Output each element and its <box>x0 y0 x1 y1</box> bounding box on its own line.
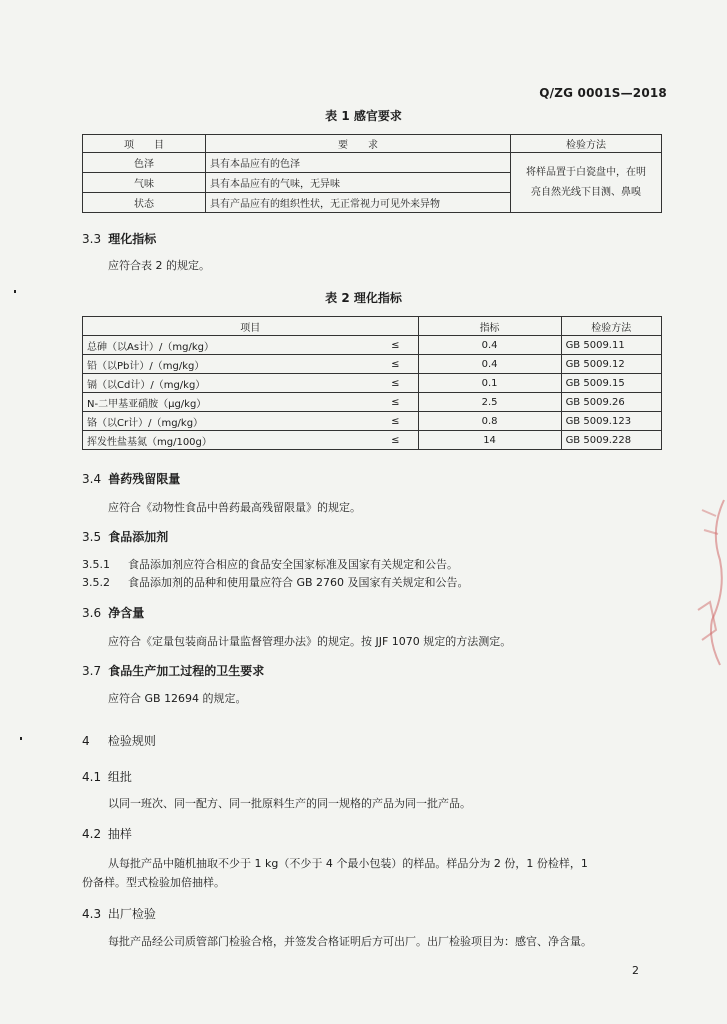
cell-value: 0.4 <box>418 355 561 374</box>
section-number: 3.6 <box>82 606 102 620</box>
section-title: 食品添加剂 <box>108 530 169 544</box>
method-line: 亮自然光线下目测、鼻嗅 <box>531 186 641 198</box>
section-number: 4.3 <box>82 907 102 921</box>
cell-requirement: 具有本品应有的色泽 <box>206 153 511 173</box>
table-physicochemical <box>82 316 662 450</box>
section-title: 出厂检验 <box>107 907 156 921</box>
section-heading-4 <box>82 732 156 749</box>
clause-3-5-1 <box>82 557 458 573</box>
section-number: 3.3 <box>82 232 102 246</box>
column-header: 检验方法 <box>511 135 662 153</box>
section-number: 4 <box>82 734 90 748</box>
method-line: 将样品置于白瓷盘中，在明 <box>526 166 646 178</box>
paragraph: 应符合《动物性食品中兽药最高残留限量》的规定。 <box>108 501 361 514</box>
column-header: 项目 <box>83 317 419 336</box>
section-title: 食品生产加工过程的卫生要求 <box>108 664 265 678</box>
table-row <box>83 412 662 431</box>
column-header: 检验方法 <box>561 317 661 336</box>
cell-method: GB 5009.15 <box>561 374 661 393</box>
cell-value: 14 <box>418 431 561 450</box>
table-row <box>83 374 662 393</box>
section-number: 4.1 <box>82 770 102 784</box>
section-number: 3.7 <box>82 664 102 678</box>
section-heading-4-1 <box>82 768 132 785</box>
cell-value: 0.8 <box>418 412 561 431</box>
paragraph: 应符合 GB 12694 的规定。 <box>108 692 247 705</box>
section-heading-3-3 <box>82 230 156 247</box>
section-title: 兽药残留限量 <box>108 472 181 486</box>
paragraph: 以同一班次、同一配方、同一批原料生产的同一规格的产品为同一批产品。 <box>108 797 471 810</box>
table-row <box>83 153 662 173</box>
cell-method <box>511 153 662 213</box>
clause-3-5-2 <box>82 575 469 591</box>
cell-operator: ≤ <box>356 412 418 431</box>
cell-item: 总砷（以As计）/（mg/kg） <box>83 336 356 355</box>
cell-operator: ≤ <box>356 431 418 450</box>
cell-value: 0.4 <box>418 336 561 355</box>
stamp-seal-fragment <box>690 490 727 670</box>
table-row <box>83 355 662 374</box>
table-header-row <box>83 317 662 336</box>
section-heading-3-7 <box>82 662 264 679</box>
cell-item: 色泽 <box>83 153 206 173</box>
cell-method: GB 5009.123 <box>561 412 661 431</box>
cell-item: 挥发性盐基氮（mg/100g） <box>83 431 356 450</box>
cell-item: 气味 <box>83 173 206 193</box>
section-heading-4-2 <box>82 825 132 842</box>
cell-method: GB 5009.11 <box>561 336 661 355</box>
section-heading-3-5 <box>82 528 168 545</box>
section-heading-3-4 <box>82 470 180 487</box>
table-header-row <box>83 135 662 153</box>
section-heading-4-3 <box>82 905 156 922</box>
cell-method: GB 5009.12 <box>561 355 661 374</box>
clause-text: 食品添加剂的品种和使用量应符合 GB 2760 及国家有关规定和公告。 <box>128 576 469 589</box>
cell-operator: ≤ <box>356 355 418 374</box>
cell-operator: ≤ <box>356 374 418 393</box>
section-title: 组批 <box>107 770 132 784</box>
cell-item: N-二甲基亚硝胺（μg/kg） <box>83 393 356 412</box>
section-number: 3.5 <box>82 530 102 544</box>
paragraph: 每批产品经公司质管部门检验合格，并签发合格证明后方可出厂。出厂检验项目为：感官、净含量。 <box>108 935 592 948</box>
section-title: 净含量 <box>108 606 145 620</box>
table-row <box>83 431 662 450</box>
section-title: 理化指标 <box>108 232 157 246</box>
document-code: Q/ZG 0001S—2018 <box>539 86 667 100</box>
table-sensory-requirements <box>82 134 662 213</box>
clause-number: 3.5.2 <box>82 576 110 589</box>
column-header: 项 目 <box>83 135 206 153</box>
cell-value: 0.1 <box>418 374 561 393</box>
clause-number: 3.5.1 <box>82 558 110 571</box>
cell-item: 铬（以Cr计）/（mg/kg） <box>83 412 356 431</box>
paragraph: 应符合《定量包装商品计量监督管理办法》的规定。按 JJF 1070 规定的方法测定。 <box>108 635 512 648</box>
cell-method: GB 5009.228 <box>561 431 661 450</box>
table1-caption: 表 1 感官要求 <box>325 109 402 123</box>
table2-caption: 表 2 理化指标 <box>325 291 402 305</box>
cell-value: 2.5 <box>418 393 561 412</box>
clause-text: 食品添加剂应符合相应的食品安全国家标准及国家有关规定和公告。 <box>128 558 458 571</box>
page-number: 2 <box>632 964 639 977</box>
cell-requirement: 具有本品应有的气味，无异味 <box>206 173 511 193</box>
column-header: 指标 <box>418 317 561 336</box>
section-title: 抽样 <box>107 827 132 841</box>
cell-requirement: 具有产品应有的组织性状，无正常视力可见外来异物 <box>206 193 511 213</box>
scan-speck <box>20 737 22 740</box>
table-row <box>83 336 662 355</box>
cell-method: GB 5009.26 <box>561 393 661 412</box>
section-number: 3.4 <box>82 472 102 486</box>
cell-operator: ≤ <box>356 336 418 355</box>
paragraph-line: 份备样。型式检验加倍抽样。 <box>82 876 225 889</box>
section-number: 4.2 <box>82 827 102 841</box>
section-heading-3-6 <box>82 604 144 621</box>
paragraph-line: 从每批产品中随机抽取不少于 1 kg（不少于 4 个最小包装）的样品。样品分为 2 份，1 份检样，1 <box>108 857 588 870</box>
section-title: 检验规则 <box>107 734 156 748</box>
scan-speck <box>14 290 16 293</box>
table-row <box>83 393 662 412</box>
cell-item: 镉（以Cd计）/（mg/kg） <box>83 374 356 393</box>
cell-item: 铅（以Pb计）/（mg/kg） <box>83 355 356 374</box>
column-header: 要 求 <box>206 135 511 153</box>
cell-item: 状态 <box>83 193 206 213</box>
paragraph: 应符合表 2 的规定。 <box>108 259 210 272</box>
cell-operator: ≤ <box>356 393 418 412</box>
